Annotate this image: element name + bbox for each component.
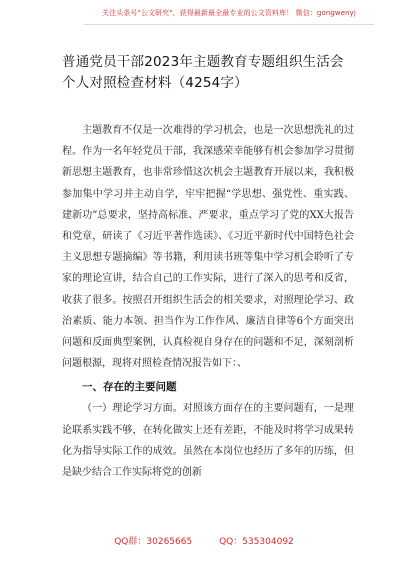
footer-contact — [0, 534, 408, 547]
theory-study-paragraph: （一）理论学习方面。对照该方面存在的主要问题有，一是理论联系实践不够，在转化做实上还有差距，不能及时将学习成果转化为指导实际工作的成效。虽然在本岗位也经历了多年的历练，但是缺少结合工作实际将党的创新 — [62, 403, 354, 479]
title-line-1: 普通党员干部2023年主题教育专题组织生活会 — [62, 54, 344, 70]
document-title — [62, 52, 362, 94]
qq-number-label: QQ：535304092 — [219, 537, 294, 547]
title-line-2: 个人对照检查材料（4254字） — [62, 75, 248, 91]
section-heading-1: 一、存在的主要问题 — [82, 381, 177, 394]
intro-paragraph: 主题教育不仅是一次难得的学习机会，也是一次思想洗礼的过程。作为一名年轻党员干部，我深感荣幸能够有机会参加学习贯彻新思想主题教育，也非常珍惜这次机会主题教育开展以来，我积极参加集中学习并主动自学，牢牢把握“学思想、强党性、重实践、建新功”总要求，坚持高标准、严要求，重点学习了党的XX大报告和党章，研读了《习近平著作选读》、《习近平新时代中国特色社会主义思想专题摘编》等书籍，利用读书班等集中学习机会聆听了专家的理论宣讲，结合自己的工作实际，进行了深入的思考和反省，收获了很多。按照召开组织生活会的相关要求，对照理论学习、政治素质、能力本领、担当作为工作作风、廉洁自律等6个方面突出问题和反面典型案例，认真检视自身存在的问题和不足，深刻剖析问题根源，现将对照检查情况报告如下：、 — [62, 125, 354, 370]
header-banner — [84, 0, 374, 25]
document-body — [62, 120, 354, 483]
header-banner-text: 关注头条号"公文研究"，获得最新最全最专业的公文资料库！ 微信：gongwenyj — [102, 9, 356, 17]
qq-group-label: QQ群：30265665 — [114, 537, 193, 547]
